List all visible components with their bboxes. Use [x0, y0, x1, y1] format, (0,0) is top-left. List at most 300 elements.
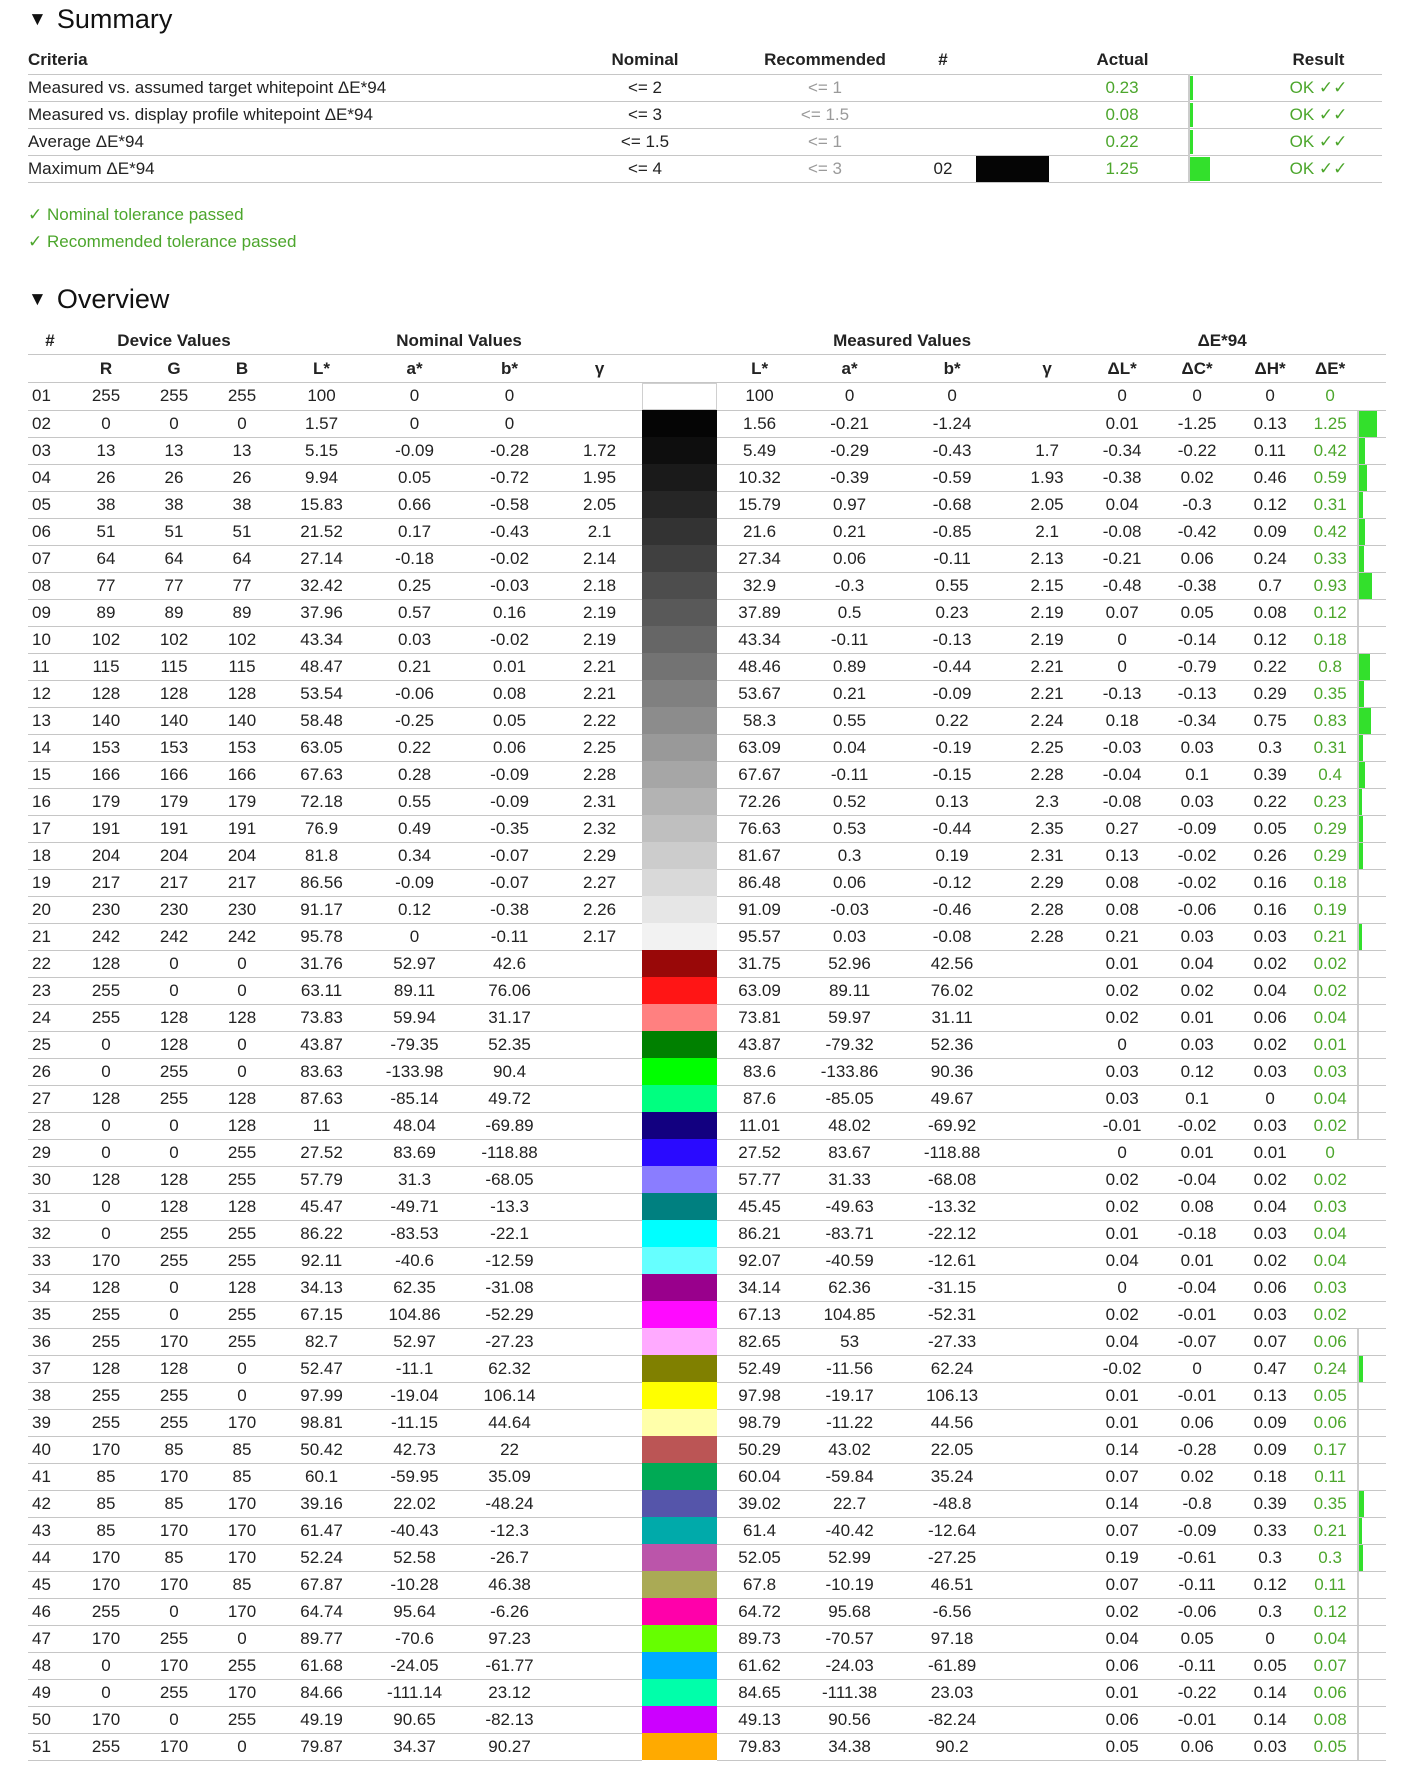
nominal-gamma [557, 1058, 642, 1085]
nominal-l: 92.11 [276, 1247, 367, 1274]
device-b: 255 [208, 1328, 276, 1355]
patch-number: 47 [28, 1625, 72, 1652]
delta-e-bar-cell [1357, 1652, 1386, 1679]
measured-b: 0.22 [897, 707, 1007, 734]
measured-a: 0.97 [802, 491, 897, 518]
nominal-l: 58.48 [276, 707, 367, 734]
patch-swatch [642, 761, 717, 788]
measured-b: 44.56 [897, 1409, 1007, 1436]
patch-swatch-fill [642, 1247, 717, 1274]
patch-number: 27 [28, 1085, 72, 1112]
patch-swatch-fill [642, 1058, 717, 1085]
delta-e-bar-cell [1357, 1058, 1386, 1085]
nominal-gamma: 2.21 [557, 680, 642, 707]
device-r: 170 [72, 1544, 140, 1571]
device-g: 51 [140, 518, 208, 545]
delta-c: -0.04 [1157, 1274, 1237, 1301]
criteria-label: Average ΔE*94 [28, 129, 550, 156]
actual-bar-cell [1189, 129, 1255, 156]
patch-swatch-fill [642, 1409, 717, 1436]
nominal-b: -68.05 [462, 1166, 557, 1193]
patch-swatch-fill [642, 1517, 717, 1544]
measured-gamma [1007, 1247, 1087, 1274]
measured-a: -0.29 [802, 437, 897, 464]
measured-l: 1.56 [717, 410, 802, 437]
patch-swatch [642, 1652, 717, 1679]
overview-row [28, 1517, 1386, 1544]
measured-gamma [1007, 1652, 1087, 1679]
worst-patch-number: 02 [910, 156, 976, 183]
overview-group-header-row [28, 327, 1386, 355]
nominal-l: 21.52 [276, 518, 367, 545]
measured-b: 0.19 [897, 842, 1007, 869]
delta-h: 0.03 [1237, 1058, 1303, 1085]
delta-h: 0.29 [1237, 680, 1303, 707]
measured-gamma [1007, 977, 1087, 1004]
delta-e-bar-cell [1357, 1463, 1386, 1490]
measured-gamma [1007, 1301, 1087, 1328]
delta-e-bar [1357, 1734, 1386, 1760]
patch-swatch [642, 653, 717, 680]
delta-l: 0.18 [1087, 707, 1157, 734]
measured-l: 92.07 [717, 1247, 802, 1274]
device-b: 255 [208, 1247, 276, 1274]
worst-patch-number [910, 102, 976, 129]
device-g: 38 [140, 491, 208, 518]
overview-row [28, 896, 1386, 923]
delta-l: -0.34 [1087, 437, 1157, 464]
device-r: 64 [72, 545, 140, 572]
patch-swatch-fill [642, 1436, 717, 1463]
nominal-l: 95.78 [276, 923, 367, 950]
nominal-l: 39.16 [276, 1490, 367, 1517]
delta-l: 0 [1087, 383, 1157, 411]
device-r: 217 [72, 869, 140, 896]
nominal-a: -133.98 [367, 1058, 462, 1085]
patch-swatch [642, 1301, 717, 1328]
patch-swatch [642, 1436, 717, 1463]
overview-row [28, 464, 1386, 491]
result-value: OK ✓✓ [1255, 102, 1382, 129]
device-b: 217 [208, 869, 276, 896]
delta-e-bar-fill [1359, 843, 1363, 869]
measured-b: 46.51 [897, 1571, 1007, 1598]
nominal-l: 100 [276, 383, 367, 411]
delta-e-bar-fill [1359, 573, 1372, 599]
delta-e-bar [1357, 897, 1386, 923]
overview-section-header[interactable] [28, 284, 169, 315]
nominal-l: 49.19 [276, 1706, 367, 1733]
patch-swatch-fill [642, 1274, 717, 1301]
device-g: 255 [140, 1220, 208, 1247]
measured-l: 97.98 [717, 1382, 802, 1409]
device-r: 51 [72, 518, 140, 545]
measured-gamma [1007, 1274, 1087, 1301]
overview-row [28, 707, 1386, 734]
patch-number: 04 [28, 464, 72, 491]
measured-a: 52.96 [802, 950, 897, 977]
delta-l: 0.01 [1087, 1382, 1157, 1409]
device-g: 230 [140, 896, 208, 923]
delta-e: 0.02 [1303, 1112, 1357, 1139]
patch-swatch [642, 869, 717, 896]
delta-e: 1.25 [1303, 410, 1357, 437]
nominal-a: -10.28 [367, 1571, 462, 1598]
patch-swatch [642, 1382, 717, 1409]
delta-h: 0.09 [1237, 1436, 1303, 1463]
delta-e: 0.02 [1303, 1166, 1357, 1193]
group-swatch [642, 327, 717, 355]
col-nominal: Nominal [550, 46, 740, 75]
measured-l: 61.4 [717, 1517, 802, 1544]
measured-l: 53.67 [717, 680, 802, 707]
nominal-b: -48.24 [462, 1490, 557, 1517]
measured-b: -0.08 [897, 923, 1007, 950]
measured-a: 0.06 [802, 869, 897, 896]
delta-h: 0.14 [1237, 1679, 1303, 1706]
patch-swatch-fill [642, 410, 717, 437]
device-g: 153 [140, 734, 208, 761]
delta-h: 0.13 [1237, 410, 1303, 437]
device-b: 0 [208, 1031, 276, 1058]
device-r: 170 [72, 1706, 140, 1733]
nominal-b: 0.16 [462, 599, 557, 626]
measured-a: 0 [802, 383, 897, 411]
delta-e-bar [1357, 1626, 1386, 1652]
nominal-l: 53.54 [276, 680, 367, 707]
measured-gamma: 1.93 [1007, 464, 1087, 491]
nominal-l: 72.18 [276, 788, 367, 815]
delta-e-bar [1357, 546, 1386, 572]
delta-c: -0.3 [1157, 491, 1237, 518]
delta-c: -0.01 [1157, 1301, 1237, 1328]
delta-c: 0.08 [1157, 1193, 1237, 1220]
nominal-a: 34.37 [367, 1733, 462, 1760]
delta-c: 0.05 [1157, 599, 1237, 626]
measured-gamma [1007, 1166, 1087, 1193]
patch-swatch [642, 1490, 717, 1517]
sub-header-delta-h: ΔH* [1237, 355, 1303, 383]
measured-l: 87.6 [717, 1085, 802, 1112]
measured-l: 95.57 [717, 923, 802, 950]
delta-e-bar [1357, 1491, 1386, 1517]
patch-swatch-fill [642, 1193, 717, 1220]
overview-table [28, 327, 1386, 1761]
delta-e-bar-cell [1357, 1706, 1386, 1733]
patch-number: 36 [28, 1328, 72, 1355]
nominal-l: 27.52 [276, 1139, 367, 1166]
delta-e-bar-cell [1357, 1085, 1386, 1112]
patch-number: 30 [28, 1166, 72, 1193]
patch-swatch-fill [642, 1571, 717, 1598]
nominal-b: 0.01 [462, 653, 557, 680]
delta-e: 0 [1303, 1139, 1357, 1166]
patch-swatch [642, 950, 717, 977]
patch-swatch [642, 1355, 717, 1382]
overview-row [28, 1166, 1386, 1193]
delta-e: 0.42 [1303, 437, 1357, 464]
delta-c: -0.22 [1157, 437, 1237, 464]
measured-b: 0 [897, 383, 1007, 411]
measured-b: 0.23 [897, 599, 1007, 626]
measured-gamma [1007, 1193, 1087, 1220]
delta-e: 0.11 [1303, 1463, 1357, 1490]
nominal-a: -83.53 [367, 1220, 462, 1247]
measured-b: 52.36 [897, 1031, 1007, 1058]
measured-b: -12.64 [897, 1517, 1007, 1544]
device-g: 0 [140, 1139, 208, 1166]
measured-b: 76.02 [897, 977, 1007, 1004]
measured-a: 52.99 [802, 1544, 897, 1571]
nominal-l: 37.96 [276, 599, 367, 626]
col-number: # [910, 46, 976, 75]
nominal-a: 0.55 [367, 788, 462, 815]
nominal-gamma: 2.05 [557, 491, 642, 518]
delta-c: -0.79 [1157, 653, 1237, 680]
nominal-gamma: 2.18 [557, 572, 642, 599]
patch-number: 23 [28, 977, 72, 1004]
device-r: 0 [72, 1112, 140, 1139]
delta-h: 0.08 [1237, 599, 1303, 626]
delta-l: 0.07 [1087, 599, 1157, 626]
sub-header-measured-l: L* [717, 355, 802, 383]
delta-c: -0.06 [1157, 896, 1237, 923]
nominal-gamma [557, 1085, 642, 1112]
delta-e-bar-cell [1357, 1355, 1386, 1382]
nominal-a: 0.05 [367, 464, 462, 491]
patch-number: 48 [28, 1652, 72, 1679]
delta-c: -0.09 [1157, 1517, 1237, 1544]
delta-e: 0.03 [1303, 1193, 1357, 1220]
delta-c: -0.02 [1157, 842, 1237, 869]
patch-swatch [642, 1274, 717, 1301]
measured-b: -6.56 [897, 1598, 1007, 1625]
measured-gamma: 2.13 [1007, 545, 1087, 572]
device-r: 255 [72, 1409, 140, 1436]
delta-e-bar-cell [1357, 1598, 1386, 1625]
nominal-gamma: 2.31 [557, 788, 642, 815]
delta-e-bar [1357, 1113, 1386, 1139]
nominal-gamma: 2.25 [557, 734, 642, 761]
measured-a: -0.21 [802, 410, 897, 437]
delta-e-bar [1357, 1383, 1386, 1409]
patch-swatch-fill [642, 383, 717, 410]
delta-e: 0.18 [1303, 626, 1357, 653]
delta-e: 0.93 [1303, 572, 1357, 599]
patch-swatch [642, 518, 717, 545]
delta-e-bar [1357, 573, 1386, 599]
delta-e: 0.35 [1303, 1490, 1357, 1517]
delta-e-bar-fill [1359, 1356, 1362, 1382]
delta-h: 0.03 [1237, 923, 1303, 950]
device-b: 85 [208, 1571, 276, 1598]
measured-b: 42.56 [897, 950, 1007, 977]
device-g: 170 [140, 1517, 208, 1544]
delta-e-bar [1357, 1005, 1386, 1031]
delta-e: 0 [1303, 383, 1357, 411]
overview-heading: Overview [56, 284, 170, 314]
measured-b: 35.24 [897, 1463, 1007, 1490]
delta-e-bar [1357, 735, 1386, 761]
delta-c: -0.14 [1157, 626, 1237, 653]
overview-row [28, 680, 1386, 707]
measured-a: 0.03 [802, 923, 897, 950]
delta-e-bar [1357, 1707, 1386, 1733]
measured-l: 39.02 [717, 1490, 802, 1517]
patch-swatch [642, 707, 717, 734]
delta-h: 0.3 [1237, 1598, 1303, 1625]
patch-number: 07 [28, 545, 72, 572]
patch-swatch-fill [642, 761, 717, 788]
delta-e-bar [1357, 843, 1386, 869]
measured-a: -19.17 [802, 1382, 897, 1409]
delta-h: 0.12 [1237, 491, 1303, 518]
patch-number: 29 [28, 1139, 72, 1166]
nominal-a: -40.6 [367, 1247, 462, 1274]
patch-number: 01 [28, 383, 72, 411]
measured-a: 0.04 [802, 734, 897, 761]
delta-l: 0.04 [1087, 491, 1157, 518]
patch-number: 39 [28, 1409, 72, 1436]
delta-h: 0.22 [1237, 653, 1303, 680]
group-bar [1357, 327, 1386, 355]
measured-l: 91.09 [717, 896, 802, 923]
worst-patch-swatch-cell [976, 156, 1056, 183]
device-b: 255 [208, 1706, 276, 1733]
delta-h: 0.3 [1237, 1544, 1303, 1571]
worst-patch-swatch [976, 156, 1049, 182]
measured-gamma [1007, 1355, 1087, 1382]
nominal-l: 98.81 [276, 1409, 367, 1436]
device-r: 128 [72, 1166, 140, 1193]
delta-e: 0.08 [1303, 1706, 1357, 1733]
delta-e: 0.21 [1303, 923, 1357, 950]
device-b: 115 [208, 653, 276, 680]
delta-e: 0.12 [1303, 599, 1357, 626]
device-b: 0 [208, 1382, 276, 1409]
sub-header-nominal-a: a* [367, 355, 462, 383]
device-b: 0 [208, 1058, 276, 1085]
delta-e-bar-cell [1357, 410, 1386, 437]
overview-row [28, 923, 1386, 950]
measured-l: 43.34 [717, 626, 802, 653]
patch-swatch-fill [642, 707, 717, 734]
nominal-a: -59.95 [367, 1463, 462, 1490]
measured-gamma: 2.3 [1007, 788, 1087, 815]
delta-c: -0.02 [1157, 1112, 1237, 1139]
measured-l: 100 [717, 383, 802, 411]
delta-e-bar [1357, 708, 1386, 734]
delta-h: 0.03 [1237, 1733, 1303, 1760]
device-b: 255 [208, 1166, 276, 1193]
nominal-b: 62.32 [462, 1355, 557, 1382]
measured-a: 0.89 [802, 653, 897, 680]
nominal-b: -31.08 [462, 1274, 557, 1301]
measured-a: -0.11 [802, 626, 897, 653]
device-r: 128 [72, 950, 140, 977]
delta-c: 0.06 [1157, 1733, 1237, 1760]
delta-e-bar [1357, 978, 1386, 1004]
device-b: 0 [208, 1355, 276, 1382]
delta-l: 0.14 [1087, 1436, 1157, 1463]
sub-header-number [28, 355, 72, 383]
summary-heading: Summary [56, 4, 173, 34]
measured-a: 104.85 [802, 1301, 897, 1328]
nominal-b: -0.02 [462, 626, 557, 653]
delta-e-bar-cell [1357, 491, 1386, 518]
measured-l: 60.04 [717, 1463, 802, 1490]
nominal-a: 0.12 [367, 896, 462, 923]
measured-gamma [1007, 1058, 1087, 1085]
device-r: 170 [72, 1625, 140, 1652]
delta-c: 0.02 [1157, 1463, 1237, 1490]
patch-number: 12 [28, 680, 72, 707]
nominal-a: 42.73 [367, 1436, 462, 1463]
delta-l: 0.03 [1087, 1085, 1157, 1112]
device-b: 170 [208, 1544, 276, 1571]
delta-c: 0.01 [1157, 1139, 1237, 1166]
patch-number: 10 [28, 626, 72, 653]
measured-gamma: 2.19 [1007, 599, 1087, 626]
patch-swatch [642, 626, 717, 653]
delta-e: 0.04 [1303, 1625, 1357, 1652]
overview-row [28, 1355, 1386, 1382]
overview-row [28, 788, 1386, 815]
device-b: 85 [208, 1436, 276, 1463]
patch-swatch-fill [642, 1112, 717, 1139]
worst-patch-swatch-cell [976, 102, 1056, 129]
nominal-l: 61.47 [276, 1517, 367, 1544]
device-r: 255 [72, 1382, 140, 1409]
delta-l: 0 [1087, 1274, 1157, 1301]
summary-section-header[interactable] [28, 4, 172, 35]
measured-l: 64.72 [717, 1598, 802, 1625]
nominal-b: 90.27 [462, 1733, 557, 1760]
device-r: 0 [72, 410, 140, 437]
delta-e-bar-cell [1357, 1328, 1386, 1355]
patch-swatch-fill [642, 1301, 717, 1328]
patch-swatch-fill [642, 815, 717, 842]
patch-swatch-fill [642, 1085, 717, 1112]
measured-gamma: 2.1 [1007, 518, 1087, 545]
patch-swatch [642, 1733, 717, 1760]
measured-b: -0.46 [897, 896, 1007, 923]
measured-a: -111.38 [802, 1679, 897, 1706]
patch-swatch [642, 1679, 717, 1706]
patch-swatch [642, 896, 717, 923]
result-value: OK ✓✓ [1255, 75, 1382, 102]
delta-c: -0.01 [1157, 1706, 1237, 1733]
patch-swatch-fill [642, 1463, 717, 1490]
delta-l: 0.05 [1087, 1733, 1157, 1760]
device-b: 128 [208, 1112, 276, 1139]
measured-b: 106.13 [897, 1382, 1007, 1409]
measured-l: 49.13 [717, 1706, 802, 1733]
nominal-a: -49.71 [367, 1193, 462, 1220]
delta-e: 0.31 [1303, 734, 1357, 761]
overview-row [28, 1031, 1386, 1058]
patch-number: 15 [28, 761, 72, 788]
delta-e-bar [1357, 1329, 1386, 1355]
nominal-b: -0.38 [462, 896, 557, 923]
delta-e-bar [1357, 1599, 1386, 1625]
patch-swatch-fill [642, 1355, 717, 1382]
patch-number: 43 [28, 1517, 72, 1544]
measured-b: -0.68 [897, 491, 1007, 518]
nominal-l: 27.14 [276, 545, 367, 572]
measured-l: 5.49 [717, 437, 802, 464]
delta-h: 0.75 [1237, 707, 1303, 734]
